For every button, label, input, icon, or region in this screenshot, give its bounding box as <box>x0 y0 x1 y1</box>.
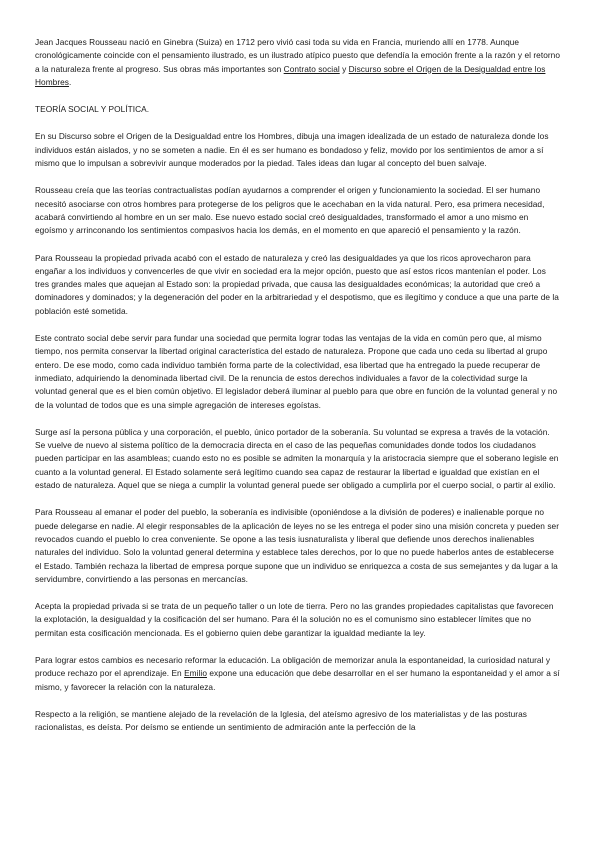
intro-period: . <box>69 76 72 87</box>
paragraph-educacion <box>35 654 560 694</box>
paragraph-soberania: Surge así la persona pública y una corporación, el pueblo, único portador de la soberanía. Su voluntad se expresa a través de la votación. Se vuelve de nuevo al sistema político de la democracia directa en el caso de las pequeñas comunidades donde todos los ciudadanos pueden participar en las asambleas; cuando esto no es posible se admiten la monarquía y la aristocracia siempre que el soberano legisle en cuanto a la voluntad general. El Estado solamente será legítimo cuando sea capaz de restaurar la libertad e igualdad que existían en el estado de naturaleza. Aquel que se niega a cumplir la voluntad general puede ser obligado a cumplirla por el cuerpo social, o partir al exilio. <box>35 426 559 491</box>
link-emilio[interactable]: Emilio <box>184 668 207 679</box>
paragraph-contrato-social: Este contrato social debe servir para fundar una sociedad que permita lograr todas las ventajas de la vida en común pero que, al mismo tiempo, nos permita conservar la libertad original característica del estado de naturaleza. Propone que cada uno ceda su libertad al grupo entero. De ese modo, como cada individuo también forma parte de la colectividad, esa libertad que ha entregado la puede recuperar de inmediato, adquiriendo la denominada libertad civil. De la renuncia de estos derechos individuales a favor de la colectividad surge la voluntad general que es el bien común objetivo. El legislador deberá iluminar al pueblo para que obre en función de la voluntad general y no de la voluntad de todos que es una simple agregación de intereses egoístas. <box>35 333 558 410</box>
paragraph-religion: Respecto a la religión, se mantiene alejado de la revelación de la Iglesia, del ateísmo agresivo de los materialistas y de las posturas racionalistas, es deísta. Por deísmo se entiende un sentimiento de admiración ante la perfección de la <box>35 708 527 733</box>
section-heading: TEORÍA SOCIAL Y POLÍTICA. <box>35 104 150 115</box>
link-discurso-desigualdad[interactable]: Discurso sobre el Origen de la Desigualdad entre los Hombres <box>35 63 546 87</box>
paragraph-estado-naturaleza: En su Discurso sobre el Origen de la Desigualdad entre los Hombres, dibuja una imagen idealizada de un estado de naturaleza donde los individuos están aislados, y no se someten a nadie. En él es ser humano es bondadoso y feliz, movido por los sentimientos de amor a sí mismo que lo impulsan a sobrevivir aunque moderados por la piedad. Tales ideas dan lugar al concepto del buen salvaje. <box>35 131 549 169</box>
paragraph-poder-pueblo: Para Rousseau al emanar el poder del pueblo, la soberanía es indivisible (oponiéndose a la división de poderes) e inalienable porque no puede delegarse en nadie. Al elegir responsables de la aplicación de leyes no se les entrega el poder sino una misión concreta y pueden ser revocados cuando el pueblo lo crea conveniente. Se opone a las tesis iusnaturalista y liberal que defiende unos derechos inalienables naturales del individuo. Solo la voluntad general determina y establece tales derechos, por lo que no puede haberlos antes de establecerse el Estado. También rechaza la libertad de empresa porque supone que un individuo se enriquezca a costa de sus semejantes y da lugar a la servidumbre, convirtiendo a las personas en mercancías. <box>35 507 560 584</box>
educacion-text-end: expone una educación que debe desarrollar en el ser humano la espontaneidad y el amor a sí mismo, y favorecer la relación con la naturaleza. <box>35 668 560 692</box>
paragraph-propiedad-privada: Para Rousseau la propiedad privada acabó con el estado de naturaleza y creó las desigualdades ya que los ricos aprovecharon para engañar a los individuos y convencerles de que vivir en sociedad era la mejor opción, puesto que así estos ricos mantenían el poder. Los tres grandes males que aquejan al Estado son: la propiedad privada, que causa las desigualdades económicas; la autoridad que creó a dominadores y dominados; y la degeneración del poder en la arbitrariedad y el despotismo, que es ilegítimo y conduce a que una parte de la población esté sometida. <box>35 252 559 316</box>
educacion-text: Para lograr estos cambios es necesario reformar la educación. La obligación de memorizar anula la espontaneidad, la curiosidad natural y produce rechazo por el aprendizaje. En <box>35 654 551 679</box>
paragraph-contractualismo: Rousseau creía que las teorías contractualistas podían ayudarnos a comprender el origen y funcionamiento la sociedad. El ser humano necesitó asociarse con otros hombres para protegerse de los peligros que le acechaban en la vida natural. Pero, esa primera necesidad, acabará convirtiendo al hombre en un ser malo. Ese nuevo estado social creó desigualdades, transformado el amor a uno mismo en egoísmo y arrinconando los sentimientos compasivos hacia los demás, en el momento en que apareció el pensamiento y la razón. <box>35 185 545 236</box>
intro-text: Jean Jacques Rousseau nació en Ginebra (Suiza) en 1712 pero vivió casi toda su vida en Francia, muriendo allí en 1778. Aunque cronológicamente coincide con el pensamiento ilustrado, es un ilustrado atípico puesto que defendía la emoción frente a la razón y el retorno a la naturaleza frente al progreso. Sus obras más importantes son <box>35 37 561 74</box>
intro-conjunction: y <box>339 63 349 74</box>
paragraph-propiedad-capitalista: Acepta la propiedad privada si se trata de un pequeño taller o un lote de tierra. Pero no las grandes propiedades capitalistas que favorecen la explotación, la desigualdad y la cosificación del ser humano. Para él la solución no es el comunismo sino establecer límites que no permitan esta cosificación mencionada. Es el gobierno quien debe garantizar la igualdad mediante la ley. <box>35 601 554 638</box>
link-contrato-social[interactable]: Contrato social <box>283 63 340 74</box>
paragraph-intro <box>35 36 560 89</box>
